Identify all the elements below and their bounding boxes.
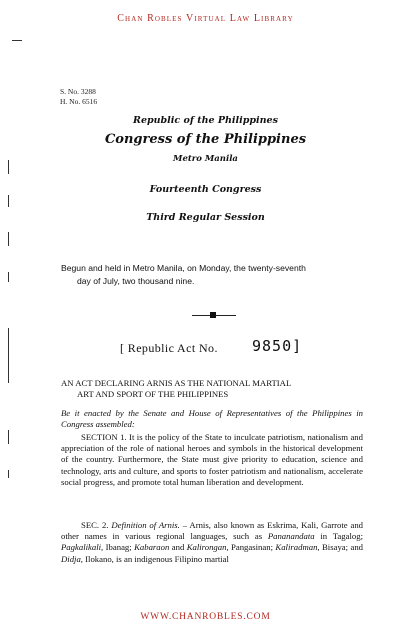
- republic-heading: Republic of the Philippines: [133, 115, 278, 126]
- margin-mark: [8, 272, 9, 282]
- act-title-line-2: ART AND SPORT OF THE PHILIPPINES: [77, 389, 229, 400]
- republic-act-number: 9850]: [252, 337, 303, 355]
- margin-mark: [8, 232, 9, 246]
- margin-mark: [12, 40, 22, 41]
- section-2-term: Didja,: [61, 553, 83, 564]
- congress-number-heading: Fourteenth Congress: [149, 184, 262, 195]
- section-2-text: and: [169, 542, 187, 553]
- section-2-text: in Tagalog;: [314, 531, 363, 542]
- margin-mark: [8, 430, 9, 444]
- senate-bill-number: S. No. 3288: [60, 87, 96, 96]
- section-2-text: Bisaya; and: [319, 542, 364, 553]
- act-title: [61, 378, 363, 400]
- enacting-clause: Be it enacted by the Senate and House of Representatives of the Philippines in Congress assembled:: [61, 408, 363, 430]
- begun-line-2: day of July, two thousand nine.: [77, 276, 195, 286]
- session-heading: Third Regular Session: [146, 212, 265, 223]
- section-2-term: Kabaraon: [134, 542, 170, 553]
- section-2-text: – Arnis, also known as Eskrima, Kali, Garrote and other names in various regional languages, such as: [61, 520, 364, 542]
- begun-line-1: Begun and held in Metro Manila, on Monday, the twenty-seventh: [61, 263, 306, 273]
- house-bill-number: H. No. 6516: [60, 97, 98, 106]
- margin-mark: [8, 195, 9, 207]
- section-2-term: Pananandata: [267, 531, 315, 542]
- act-title-line-1: AN ACT DECLARING ARNIS AS THE NATIONAL MARTIAL: [61, 378, 292, 388]
- location-heading: Metro Manila: [173, 154, 238, 164]
- section-2-text: Ibanag;: [103, 542, 135, 553]
- section-2-term: Kaliradman,: [275, 542, 320, 553]
- congress-heading: Congress of the Philippines: [104, 132, 307, 147]
- section-2-lead: SEC. 2.: [81, 520, 112, 530]
- library-header: Chan Robles Virtual Law Library: [117, 13, 294, 24]
- section-2-text: Pangasinan;: [228, 542, 276, 553]
- republic-act-label: [ Republic Act No.: [120, 341, 218, 355]
- begun-clause: [61, 262, 361, 288]
- margin-mark: [8, 470, 9, 478]
- section-2-term: Pagkalikali,: [61, 542, 104, 553]
- margin-mark: [8, 328, 9, 383]
- section-2: [61, 520, 363, 565]
- library-url-footer[interactable]: WWW.CHANROBLES.COM: [140, 612, 271, 622]
- section-1: SECTION 1. It is the policy of the State to inculcate patriotism, nationalism and appreciation of the role of national heroes and symbols in the historical development of the country. Furthermore, the State must give priority to education, science and technology, arts and culture, and sports to foster patriotism and nationalism, accelerate social progress, and promote total human liberation and development.: [61, 432, 363, 487]
- section-2-heading: Definition of Arnis.: [111, 520, 180, 530]
- separator-dot: [210, 312, 216, 318]
- section-2-text: Ilokano, is an indigenous Filipino martial: [82, 553, 229, 564]
- section-2-term: Kalirongan,: [186, 542, 229, 553]
